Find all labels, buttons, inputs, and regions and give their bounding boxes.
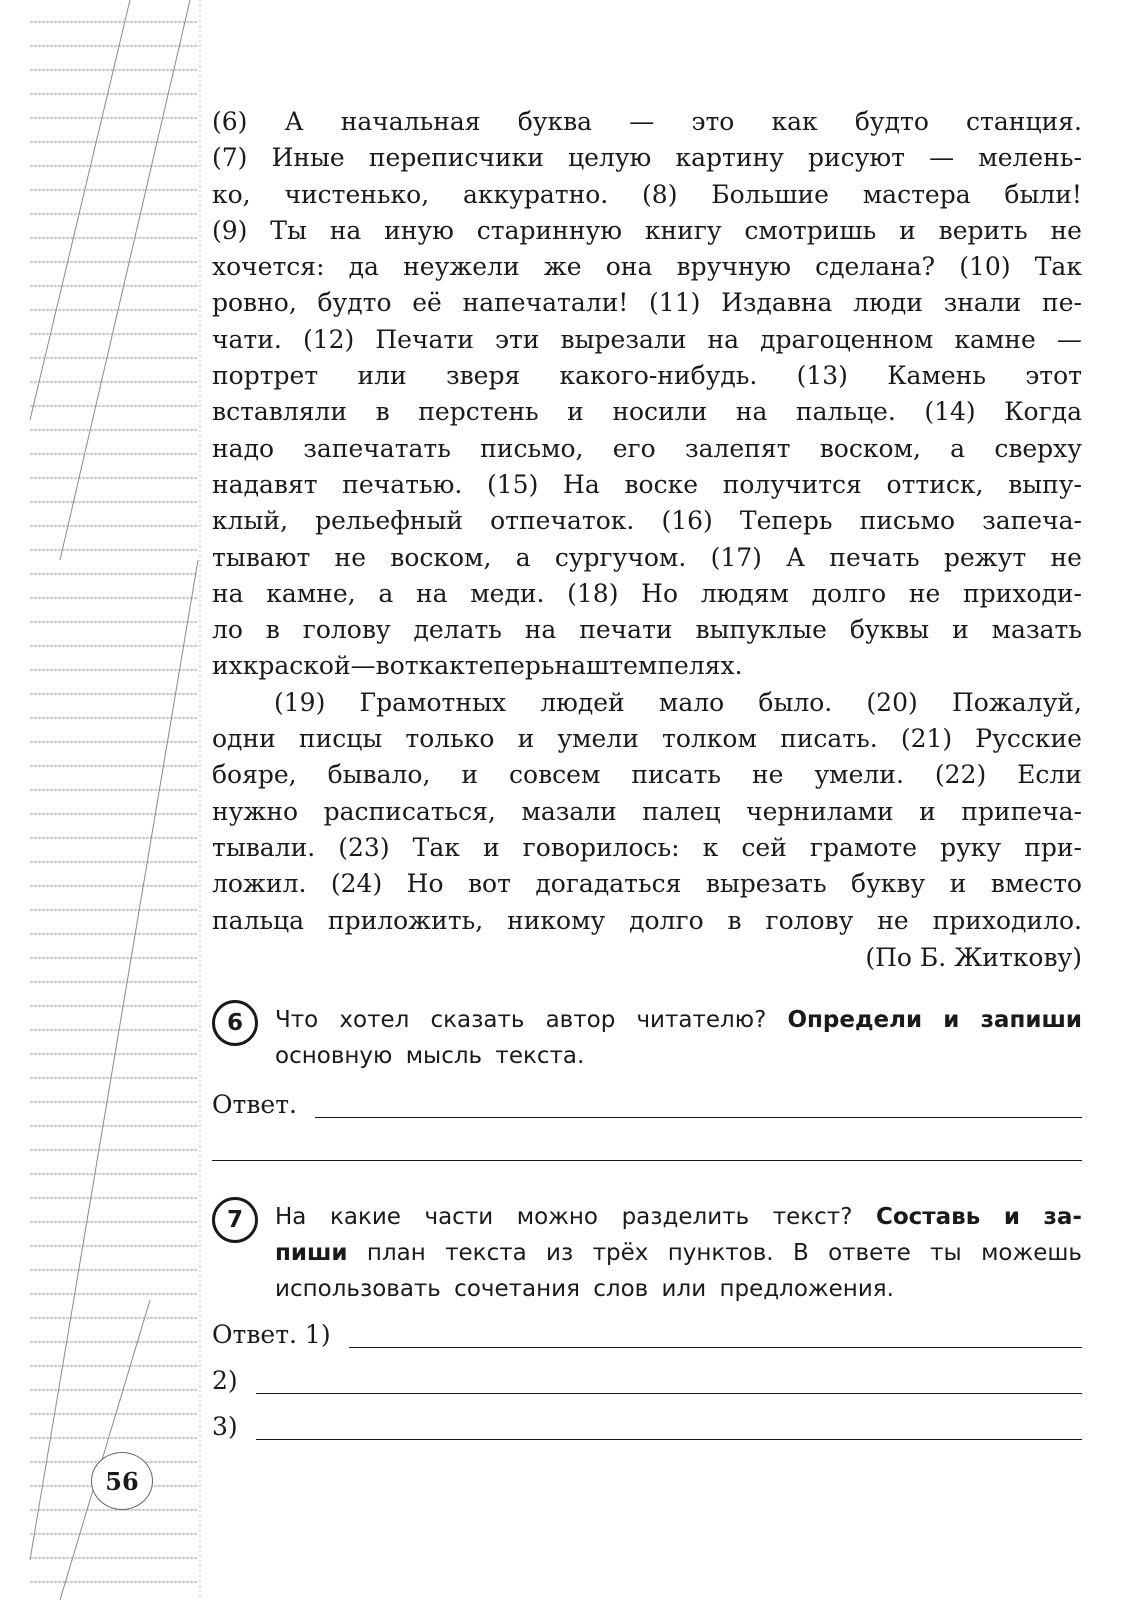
word: палец: [642, 796, 721, 826]
task-7-answer-label-2: 2): [212, 1366, 238, 1395]
task-7-question-line: использовать сочетания слов или предложения.: [275, 1276, 894, 1302]
word: оттиск,: [886, 469, 984, 499]
word: Так: [1034, 252, 1082, 282]
word: можно: [516, 1204, 599, 1230]
word: (15): [487, 469, 539, 499]
word: запечатать: [303, 433, 451, 463]
passage-line: [212, 104, 1082, 140]
word: в: [727, 905, 742, 935]
word: а: [515, 542, 531, 572]
word: станция.: [966, 107, 1082, 136]
word: за-: [1043, 1204, 1082, 1230]
word: (17): [710, 542, 762, 572]
word: только: [405, 724, 495, 754]
word: портрет: [212, 361, 319, 391]
word: ответе: [828, 1240, 911, 1266]
page-content: [212, 104, 1082, 977]
word: носили: [612, 397, 708, 427]
word: (21): [900, 724, 953, 754]
word: (14): [924, 397, 976, 427]
word: —: [629, 107, 655, 136]
word: и: [461, 760, 479, 790]
word: писать.: [780, 724, 878, 754]
task-7-answer-line-3[interactable]: [256, 1439, 1082, 1440]
task-7-answer-label-1: Ответ. 1): [212, 1320, 331, 1349]
word: не: [908, 578, 941, 608]
passage-line: [212, 431, 1082, 467]
word: вот: [467, 869, 511, 899]
passage-line: [212, 903, 1082, 939]
word: расписаться,: [323, 796, 496, 826]
word: (10): [959, 252, 1011, 282]
word: и: [949, 869, 967, 899]
word: людям: [700, 578, 789, 608]
word: а: [950, 433, 966, 463]
passage-line: [212, 503, 1082, 539]
word: какого-нибудь.: [559, 361, 758, 391]
word: запиши: [980, 1007, 1082, 1033]
task-7-answer-1: [212, 1318, 1082, 1352]
word: А: [284, 107, 304, 136]
word: грамоте: [809, 832, 918, 862]
task-6-number: 6: [212, 1000, 258, 1046]
word: приходи-: [962, 578, 1082, 608]
word: (24): [330, 869, 383, 899]
task-6-answer-line-2[interactable]: [212, 1160, 1082, 1161]
word: Иные: [271, 143, 345, 173]
word: верить: [938, 215, 1028, 245]
word: буква: [517, 107, 593, 136]
word: же: [543, 252, 582, 282]
task-6-answer-line[interactable]: [315, 1117, 1082, 1118]
word: Определи: [787, 1007, 923, 1033]
word: сделана?: [815, 252, 936, 282]
word: пунктов.: [667, 1240, 774, 1266]
word: ложил.: [212, 869, 307, 899]
word: Составь: [875, 1204, 981, 1230]
margin-diagonal: [30, 0, 130, 420]
word: Если: [1017, 760, 1082, 790]
word: нужно: [212, 796, 299, 826]
word: читателю?: [636, 1007, 767, 1033]
word: ровно,: [212, 288, 297, 318]
word: из: [546, 1240, 574, 1266]
word: приложить,: [327, 905, 484, 935]
word: (20): [866, 687, 918, 717]
word: на: [524, 615, 557, 645]
word: Но: [406, 869, 444, 899]
word: не: [334, 542, 367, 572]
word: (9): [212, 215, 248, 245]
passage-line: [212, 177, 1082, 213]
passage-line: [212, 322, 1082, 358]
word: получится: [722, 469, 862, 499]
passage-line: [212, 540, 1082, 576]
word: припеча-: [961, 796, 1082, 826]
word: были!: [1004, 179, 1082, 209]
word: она: [605, 252, 653, 282]
word: сей: [741, 832, 787, 862]
word: не: [877, 905, 909, 935]
word: этот: [1025, 361, 1082, 391]
word: (6): [212, 107, 248, 136]
word: или: [357, 361, 407, 391]
word: голову: [765, 905, 854, 935]
word: запеча-: [982, 506, 1082, 536]
word: писцы: [298, 724, 383, 754]
word: мазать: [991, 615, 1082, 645]
task-7-question-line: [275, 1199, 1082, 1235]
word: совсем: [509, 760, 601, 790]
margin-diagonal: [30, 560, 198, 1560]
word: —: [350, 651, 376, 681]
word: печать: [829, 542, 920, 572]
word: пальца: [212, 905, 305, 935]
task-7-answer-line-1[interactable]: [349, 1347, 1082, 1348]
word: хотел: [339, 1007, 410, 1033]
word: рисуют: [808, 143, 905, 173]
word: камне,: [266, 578, 356, 608]
passage-line: [212, 830, 1082, 866]
passage-attribution: (По Б. Житкову): [865, 942, 1082, 972]
word: вот: [375, 651, 419, 681]
word: а: [378, 578, 394, 608]
word: сказать: [430, 1007, 525, 1033]
passage-line: [212, 140, 1082, 176]
word: Ты: [270, 215, 307, 245]
word: книгу: [644, 215, 722, 245]
word: (11): [649, 288, 701, 318]
word: ло: [212, 615, 243, 645]
word: её: [412, 288, 442, 318]
word: воске: [624, 469, 699, 499]
word: мало: [658, 687, 725, 717]
word: какие: [329, 1204, 401, 1230]
word: и: [919, 796, 936, 826]
word: картину: [675, 143, 784, 173]
margin-diagonal: [60, 0, 190, 560]
word: (18): [567, 578, 619, 608]
word: перстень: [418, 397, 539, 427]
word: камне: [954, 324, 1036, 354]
word: Издавна: [721, 288, 833, 318]
word: На: [275, 1204, 307, 1230]
word: тывают: [212, 542, 311, 572]
word: Печати: [375, 324, 474, 354]
word: клый,: [212, 506, 289, 536]
word: надавят: [212, 469, 318, 499]
word: Но: [641, 578, 679, 608]
task-7-answer-2: [212, 1364, 1082, 1398]
word: на: [707, 324, 740, 354]
word: его: [612, 433, 656, 463]
word: пе-: [1042, 288, 1082, 318]
passage-line: [212, 249, 1082, 285]
word: мастера: [862, 179, 971, 209]
word: (23): [338, 832, 390, 862]
word: Пожалуй,: [951, 687, 1082, 717]
word: Так: [412, 832, 460, 862]
word: —: [1056, 324, 1082, 354]
word: разделить: [621, 1204, 750, 1230]
word: зверя: [445, 361, 521, 391]
word: и: [517, 724, 535, 754]
word: одни: [212, 724, 276, 754]
word: А: [786, 542, 806, 572]
word: чистенько,: [284, 179, 430, 209]
word: и: [943, 1007, 960, 1033]
task-7-question: [275, 1199, 1082, 1307]
word: умели.: [814, 760, 904, 790]
word: букву: [851, 869, 926, 899]
word: иную: [384, 215, 454, 245]
word: Что: [275, 1007, 319, 1033]
word: выпу-: [1008, 469, 1082, 499]
word: текст?: [772, 1204, 853, 1230]
word: сверху: [994, 433, 1082, 463]
passage-text: [212, 104, 1082, 939]
word: Русские: [975, 724, 1082, 754]
word: на: [212, 578, 244, 608]
word: (13): [796, 361, 848, 391]
word: рельефный: [315, 506, 464, 536]
word: на: [735, 397, 768, 427]
passage-line: [212, 721, 1082, 757]
word: не: [1050, 542, 1082, 572]
word: вставляли: [212, 397, 348, 427]
word: На: [563, 469, 600, 499]
passage-line: [212, 358, 1082, 394]
page-number: 56: [91, 1452, 153, 1510]
task-7-question-line: [275, 1235, 1082, 1271]
word: (19): [274, 687, 326, 717]
word: драгоценном: [760, 324, 934, 354]
passage-line: [212, 866, 1082, 902]
word: целую: [568, 143, 652, 173]
word: переписчики: [368, 143, 544, 173]
word: письмо,: [480, 433, 584, 463]
word: хочется:: [212, 252, 325, 282]
task-6-answer: [212, 1088, 1082, 1122]
word: в: [265, 615, 280, 645]
word: бывало,: [327, 760, 431, 790]
task-6-question-line: основную мысль текста.: [275, 1043, 585, 1069]
word: пиши: [275, 1240, 348, 1266]
ruled-margin-lines: [0, 0, 208, 1600]
word: Камень: [887, 361, 986, 391]
word: начальная: [340, 107, 481, 136]
word: и: [952, 615, 969, 645]
word: можешь: [981, 1240, 1082, 1266]
word: напечатали!: [462, 288, 629, 318]
word: Грамотных: [359, 687, 506, 717]
word: воском,: [819, 433, 921, 463]
passage-line: [212, 576, 1082, 612]
word: Большие: [711, 179, 829, 209]
word: тывали.: [212, 832, 316, 862]
word: (12): [302, 324, 355, 354]
passage-line: [212, 794, 1082, 830]
word: письмо: [859, 506, 955, 536]
word: и: [482, 832, 500, 862]
word: знали: [943, 288, 1022, 318]
task-7-answer-3: [212, 1410, 1082, 1444]
passage-line: [212, 213, 1082, 249]
word: выпуклые: [695, 615, 827, 645]
word: печатью.: [342, 469, 463, 499]
margin-diagonal: [60, 1300, 150, 1600]
word: как: [418, 651, 465, 681]
ruled-margin: [0, 0, 208, 1600]
word: —: [929, 143, 955, 173]
task-7-answer-label-3: 3): [212, 1412, 238, 1441]
word: мелень-: [978, 143, 1082, 173]
word: не: [752, 760, 784, 790]
word: отпечаток.: [490, 506, 635, 536]
word: воском,: [390, 542, 492, 572]
word: долго: [811, 578, 887, 608]
word: Когда: [1004, 397, 1082, 427]
word: смотришь: [744, 215, 877, 245]
passage-line: [212, 467, 1082, 503]
word: их: [212, 651, 243, 681]
passage-line: [212, 757, 1082, 793]
task-6-question: [275, 1002, 1082, 1074]
word: к: [702, 832, 719, 862]
word: руку: [940, 832, 1002, 862]
word: это: [691, 107, 735, 136]
task-7-number: 7: [212, 1197, 258, 1243]
word: (8): [642, 179, 678, 209]
word: писать: [631, 760, 722, 790]
word: буквы: [849, 615, 930, 645]
word: ко,: [212, 179, 251, 209]
word: В: [792, 1240, 809, 1266]
word: (22): [934, 760, 987, 790]
word: вырезать: [705, 869, 827, 899]
word: текста: [445, 1240, 527, 1266]
word: Теперь: [739, 506, 833, 536]
word: на: [415, 578, 448, 608]
word: краской: [242, 651, 351, 681]
word: теперь: [464, 651, 555, 681]
word: люди: [853, 288, 923, 318]
word: да: [348, 252, 379, 282]
word: и: [567, 397, 584, 427]
word: и: [1003, 1204, 1020, 1230]
word: надо: [212, 433, 275, 463]
word: умели: [557, 724, 639, 754]
word: приходило.: [932, 905, 1082, 935]
word: залепят: [684, 433, 791, 463]
word: и: [899, 215, 916, 245]
word: на: [329, 215, 362, 245]
word: голову: [302, 615, 391, 645]
word: штемпелях.: [586, 651, 743, 681]
word: мазали: [521, 796, 617, 826]
passage-line: [212, 612, 1082, 648]
passage-line: [212, 394, 1082, 430]
word: бояре,: [212, 760, 297, 790]
word: людей: [540, 687, 625, 717]
word: толком: [662, 724, 757, 754]
word: автор: [545, 1007, 616, 1033]
word: вручную: [676, 252, 791, 282]
word: ты: [930, 1240, 962, 1266]
word: чернилами: [746, 796, 894, 826]
word: делать: [413, 615, 502, 645]
word: (7): [212, 143, 248, 173]
word: в: [375, 397, 390, 427]
word: не: [1050, 215, 1082, 245]
task-6-answer-label: Ответ.: [212, 1090, 297, 1119]
word: было.: [758, 687, 833, 717]
word: сургучом.: [554, 542, 687, 572]
passage-line: [212, 648, 1082, 684]
passage-line: [212, 285, 1082, 321]
word: говорилось:: [522, 832, 680, 862]
word: при-: [1024, 832, 1082, 862]
task-7-answer-line-2[interactable]: [256, 1393, 1082, 1394]
word: неужели: [403, 252, 520, 282]
word: аккуратно.: [462, 179, 609, 209]
word: пальце.: [795, 397, 896, 427]
word: эти: [494, 324, 540, 354]
task-6-question-line: [275, 1002, 1082, 1038]
word: чати.: [212, 324, 282, 354]
word: будто: [854, 107, 929, 136]
word: будто: [317, 288, 392, 318]
word: вырезали: [560, 324, 687, 354]
word: как: [771, 107, 818, 136]
word: меди.: [470, 578, 545, 608]
word: никому: [507, 905, 606, 935]
word: (16): [661, 506, 713, 536]
word: части: [424, 1204, 494, 1230]
word: долго: [629, 905, 704, 935]
word: печати: [579, 615, 673, 645]
word: план: [366, 1240, 426, 1266]
word: вместо: [990, 869, 1082, 899]
passage-line: [212, 685, 1082, 721]
word: на: [554, 651, 587, 681]
word: старинную: [476, 215, 622, 245]
word: режут: [943, 542, 1027, 572]
word: трёх: [592, 1240, 649, 1266]
word: догадаться: [535, 869, 682, 899]
